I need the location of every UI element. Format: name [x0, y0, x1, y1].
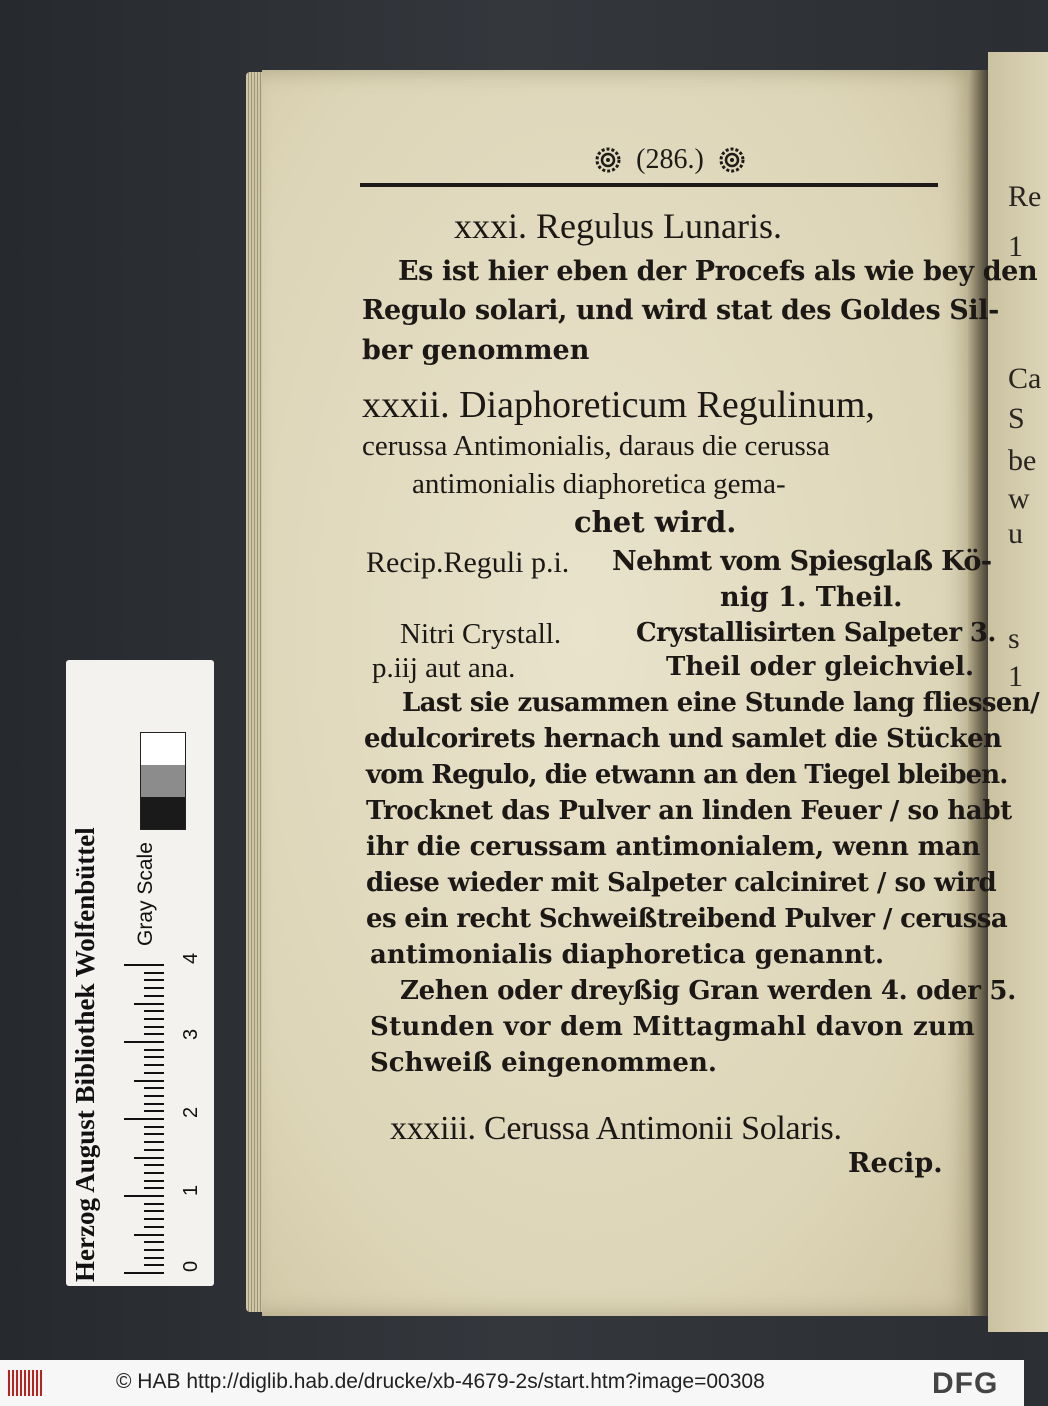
ruler-tick	[144, 1210, 164, 1212]
ruler-tick	[124, 1272, 164, 1274]
facing-fragment: u	[1008, 517, 1023, 550]
page-number: (286.)	[636, 143, 704, 175]
citation-link[interactable]: © HAB http://diglib.hab.de/drucke/xb-4679-2s/start.htm?image=00308	[116, 1370, 765, 1393]
ruler-tick	[144, 1026, 164, 1028]
facing-fragment: 1	[1008, 660, 1023, 693]
swatch-gray	[141, 765, 185, 797]
ruler-tick	[144, 1126, 164, 1128]
recipe-latin: p.iij aut ana.	[372, 652, 516, 684]
facing-fragment: 1	[1008, 230, 1023, 263]
ruler-tick	[144, 1049, 164, 1051]
text-line: vom Regulo, die etwann an den Tiegel bleiben.	[366, 760, 1008, 790]
ruler-tick	[144, 1257, 164, 1259]
ruler-tick	[144, 995, 164, 997]
facing-fragment: w	[1008, 482, 1030, 515]
ruler-tick	[144, 1141, 164, 1143]
ruler-tick	[144, 1064, 164, 1066]
text-line: es ein recht Schweißtreibend Pulver / cerussa	[366, 904, 1008, 934]
ruler-tick	[144, 1033, 164, 1035]
facing-fragment: Ca	[1008, 362, 1042, 395]
text-line: Trocknet das Pulver an linden Feuer / so habt	[366, 796, 1012, 826]
ruler-tick	[124, 1195, 164, 1197]
gray-swatches	[140, 732, 186, 830]
facing-fragment: S	[1008, 402, 1025, 435]
ruler-tick	[124, 1041, 164, 1043]
ruler-tick	[144, 1164, 164, 1166]
ruler-tick	[144, 1172, 164, 1174]
ruler-tick	[144, 1264, 164, 1266]
ruler-tick	[124, 1118, 164, 1120]
recipe-german: nig 1. Theil.	[720, 582, 903, 613]
ruler-tick	[144, 972, 164, 974]
library-label: Herzog August Bibliothek Wolfenbüttel	[70, 827, 100, 1282]
ruler-tick	[144, 1203, 164, 1205]
hab-logo-icon	[8, 1370, 42, 1396]
swatch-white	[141, 733, 185, 765]
ruler-tick	[144, 987, 164, 989]
ruler-tick	[144, 979, 164, 981]
ruler-tick	[144, 1133, 164, 1135]
ruler-tick	[144, 1180, 164, 1182]
text-line: ber genommen	[362, 335, 590, 366]
ruler-tick	[134, 1234, 164, 1236]
ruler-number: 4	[180, 952, 202, 964]
ruler-tick	[144, 1095, 164, 1097]
text-line: Regulo solari, und wird stat des Goldes Sil-	[362, 295, 999, 326]
ruler-tick	[144, 1072, 164, 1074]
ruler-number: 2	[180, 1106, 202, 1118]
rosette-ornament-icon	[595, 147, 621, 173]
section-heading-line: antimonialis diaphoretica gema-	[412, 468, 786, 500]
rosette-ornament-icon	[719, 147, 745, 173]
footer-bar	[0, 1360, 1024, 1406]
ruler-tick	[144, 1187, 164, 1189]
recipe-latin: Nitri Crystall.	[400, 618, 562, 650]
section-heading: xxxi. Regulus Lunaris.	[454, 206, 782, 246]
facing-fragment: be	[1008, 444, 1037, 477]
text-line: Es ist hier eben der Procefs als wie bey den	[398, 256, 1038, 287]
header-rule	[360, 183, 938, 187]
swatch-black	[141, 797, 185, 829]
text-line: diese wieder mit Salpeter calciniret / so wird	[366, 868, 997, 898]
section-heading-line: cerussa Antimonialis, daraus die cerussa	[362, 430, 830, 462]
facing-fragment: Re	[1008, 180, 1042, 213]
section-heading: xxxiii. Cerussa Antimonii Solaris.	[390, 1110, 842, 1147]
ruler-tick	[144, 1087, 164, 1089]
catchword: Recip.	[848, 1148, 943, 1179]
ruler-number: 3	[180, 1028, 202, 1040]
text-line: antimonialis diaphoretica genannt.	[370, 940, 885, 970]
ruler-tick	[144, 1249, 164, 1251]
ruler-tick	[144, 1241, 164, 1243]
text-line: Stunden vor dem Mittagmahl davon zum	[370, 1012, 976, 1042]
ruler-tick	[134, 1080, 164, 1082]
recipe-latin: Recip.Reguli p.i.	[366, 546, 570, 579]
ruler-number: 1	[180, 1184, 202, 1196]
ruler-tick	[144, 1056, 164, 1058]
ruler-tick	[144, 1110, 164, 1112]
recipe-german: Crystallisirten Salpeter 3.	[636, 618, 996, 648]
ruler-tick	[134, 1003, 164, 1005]
recipe-german: Nehmt vom Spiesglaß Kö-	[612, 546, 992, 577]
gray-scale-label: Gray Scale	[134, 842, 157, 946]
ruler-tick	[144, 1149, 164, 1151]
ruler-tick	[144, 1010, 164, 1012]
page-header	[570, 142, 770, 182]
ruler-tick	[124, 964, 164, 966]
text-line: edulcorirets hernach und samlet die Stücken	[364, 724, 1002, 754]
text-line: Schweiß eingenommen.	[370, 1048, 717, 1078]
ruler-ticks	[120, 960, 164, 1272]
text-line: ihr die cerussam antimonialem, wenn man	[366, 832, 981, 862]
text-line: Last sie zusammen eine Stunde lang fliessen/	[402, 688, 1040, 718]
ruler-tick	[134, 1157, 164, 1159]
text-line: Zehen oder dreyßig Gran werden 4. oder 5.	[400, 976, 1016, 1006]
ruler-number: 0	[180, 1260, 202, 1272]
ruler-tick	[144, 1218, 164, 1220]
ruler-tick	[144, 1018, 164, 1020]
facing-fragment: s	[1008, 622, 1020, 655]
recipe-german: Theil oder gleichviel.	[666, 652, 975, 682]
ruler-tick	[144, 1226, 164, 1228]
section-heading-line: chet wird.	[574, 505, 737, 539]
section-heading: xxxii. Diaphoreticum Regulinum,	[362, 384, 875, 426]
dfg-logo: DFG	[932, 1367, 999, 1400]
ruler-tick	[144, 1103, 164, 1105]
